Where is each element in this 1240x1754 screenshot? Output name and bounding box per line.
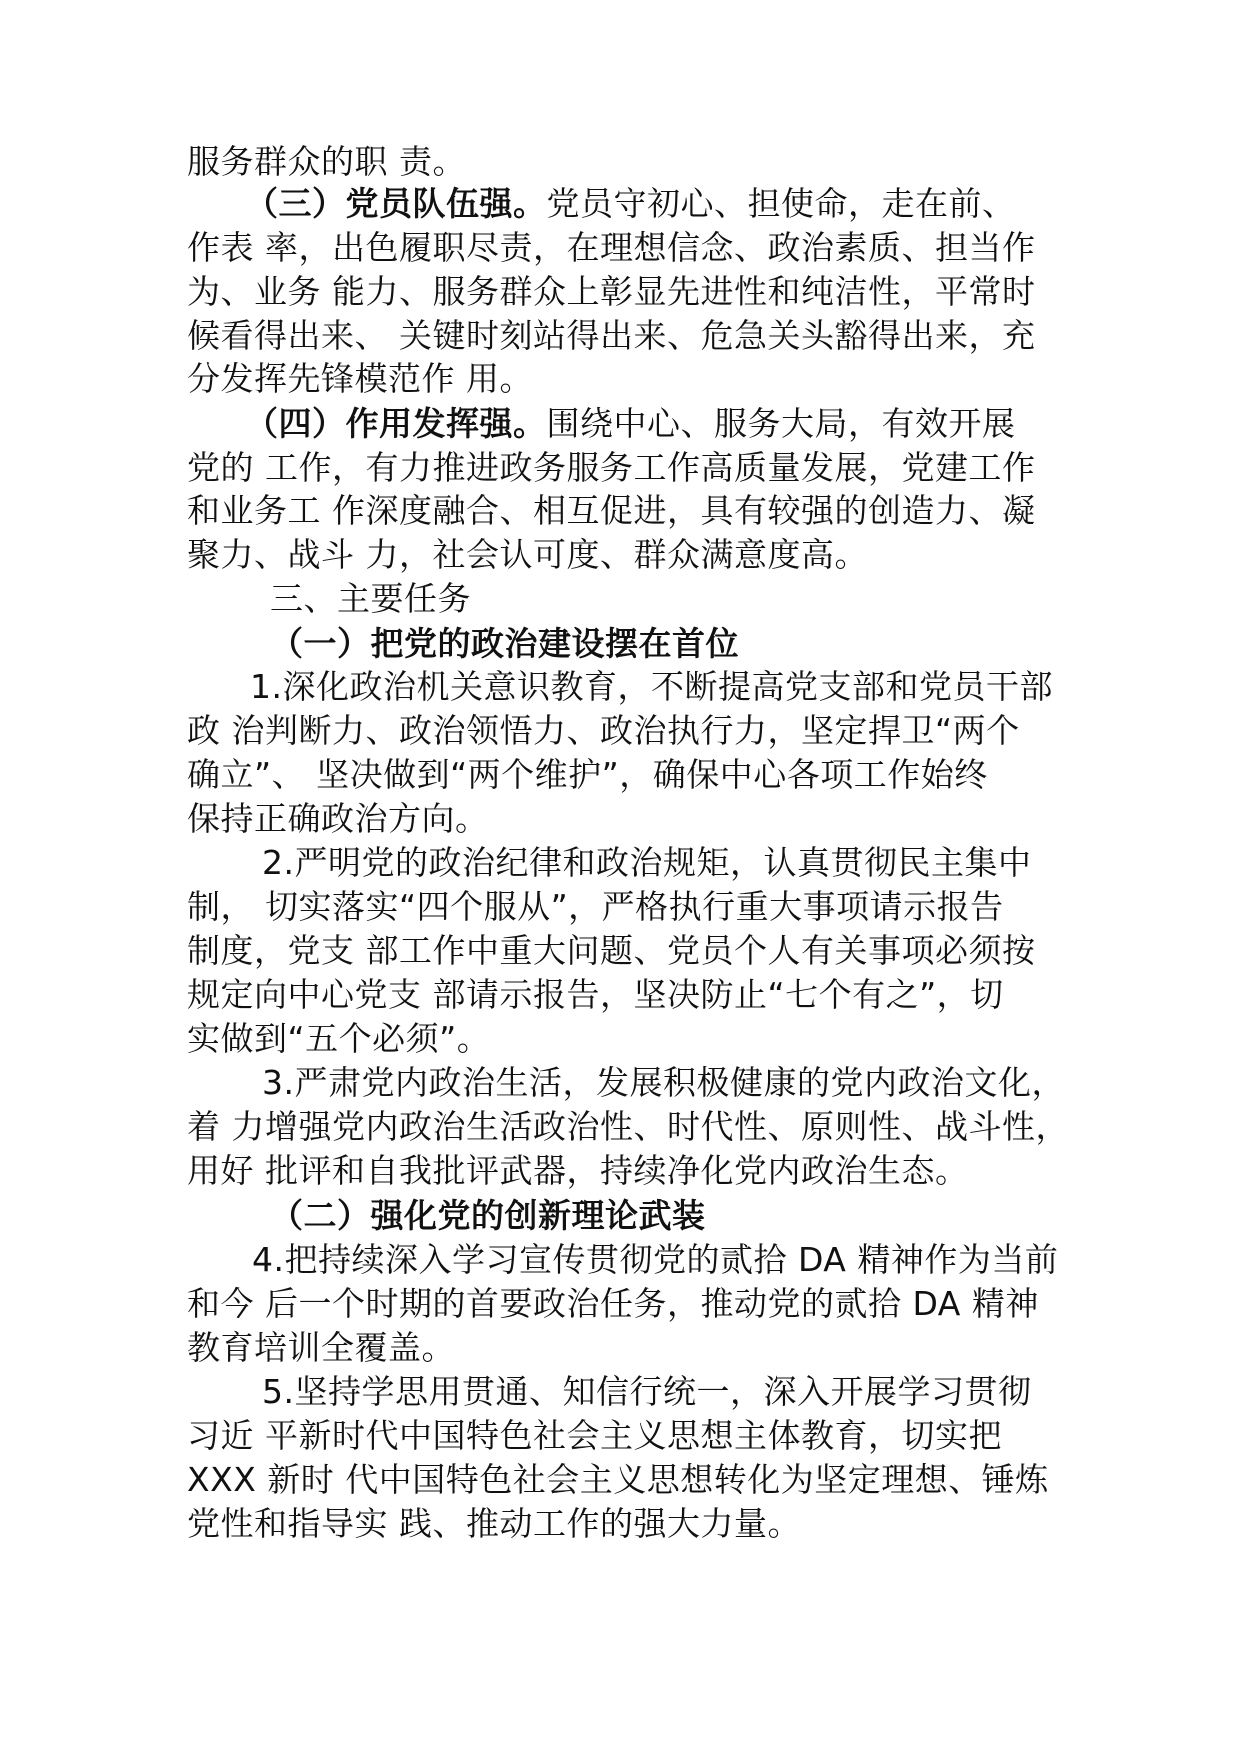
text-line: XXX 新时 代中国特色社会主义思想转化为坚定理想、锤炼 (187, 1460, 1049, 1499)
text-line: 实做到“五个必须”。 (187, 1019, 491, 1058)
text-line: 作表 率，出色履职尽责，在理想信念、政治素质、担当作 (187, 228, 1036, 267)
section-heading-line: （四）作用发挥强。围绕中心、服务大局，有效开展 (245, 404, 1016, 443)
subsection-heading: （一）把党的政治建设摆在首位 (270, 624, 739, 663)
text-line: 和业务工 作深度融合、相互促进，具有较强的创造力、凝 (187, 491, 1036, 530)
text-line: 3.严肃党内政治生活，发展积极健康的党内政治文化， (262, 1063, 1065, 1102)
text-line: 制， 切实落实“四个服从”，严格执行重大事项请示报告 (187, 887, 1004, 926)
subsection-heading: （二）强化党的创新理论武装 (270, 1196, 706, 1235)
text-line: 保持正确政治方向。 (187, 799, 489, 838)
section-heading-line: （三）党员队伍强。党员守初心、担使命，走在前、 (245, 184, 1016, 223)
section-heading: （四）作用发挥强。 (245, 404, 547, 443)
text-line: 2.严明党的政治纪律和政治规矩，认真贯彻民主集中 (262, 843, 1032, 882)
text-line: 着 力增强党内政治生活政治性、时代性、原则性、战斗性， (187, 1107, 1069, 1146)
text-line: 1.深化政治机关意识教育，不断提高党支部和党员干部 (250, 667, 1053, 706)
text-line: 用好 批评和自我批评武器，持续净化党内政治生态。 (187, 1151, 969, 1190)
text-line: 候看得出来、 关键时刻站得出来、危急关头豁得出来，充 (187, 316, 1036, 355)
chapter-heading: 三、主要任务 (270, 579, 471, 618)
text-line: 聚力、战斗 力，社会认可度、群众满意度高。 (187, 535, 868, 574)
text-line: 党的 工作，有力推进政务服务工作高质量发展，党建工作 (187, 448, 1036, 487)
text-line: 确立”、 坚决做到“两个维护”，确保中心各项工作始终 (187, 755, 988, 794)
text-line: 政 治判断力、政治领悟力、政治执行力，坚定捍卫“两个 (187, 711, 1020, 750)
text-line: 教育培训全覆盖。 (187, 1328, 455, 1367)
text-line: 分发挥先锋模范作 用。 (187, 359, 533, 398)
text-line: 和今 后一个时期的首要政治任务，推动党的贰拾 DA 精神 (187, 1284, 1039, 1323)
text-line: 4.把持续深入学习宣传贯彻党的贰拾 DA 精神作为当前 (252, 1240, 1059, 1279)
text-line: 服务群众的职 责。 (187, 142, 466, 181)
text-line: 习近 平新时代中国特色社会主义思想主体教育，切实把 (187, 1416, 1002, 1455)
text-line: 为、业务 能力、服务群众上彰显先进性和纯洁性，平常时 (187, 272, 1036, 311)
text-line: 5.坚持学思用贯通、知信行统一，深入开展学习贯彻 (262, 1372, 1032, 1411)
text-line: 党性和指导实 践、推动工作的强大力量。 (187, 1504, 801, 1543)
text-line: 规定向中心党支 部请示报告，坚决防止“七个有之”，切 (187, 975, 1004, 1014)
section-heading: （三）党员队伍强。 (245, 184, 547, 223)
text-line: 制度，党支 部工作中重大问题、党员个人有关事项必须按 (187, 931, 1036, 970)
